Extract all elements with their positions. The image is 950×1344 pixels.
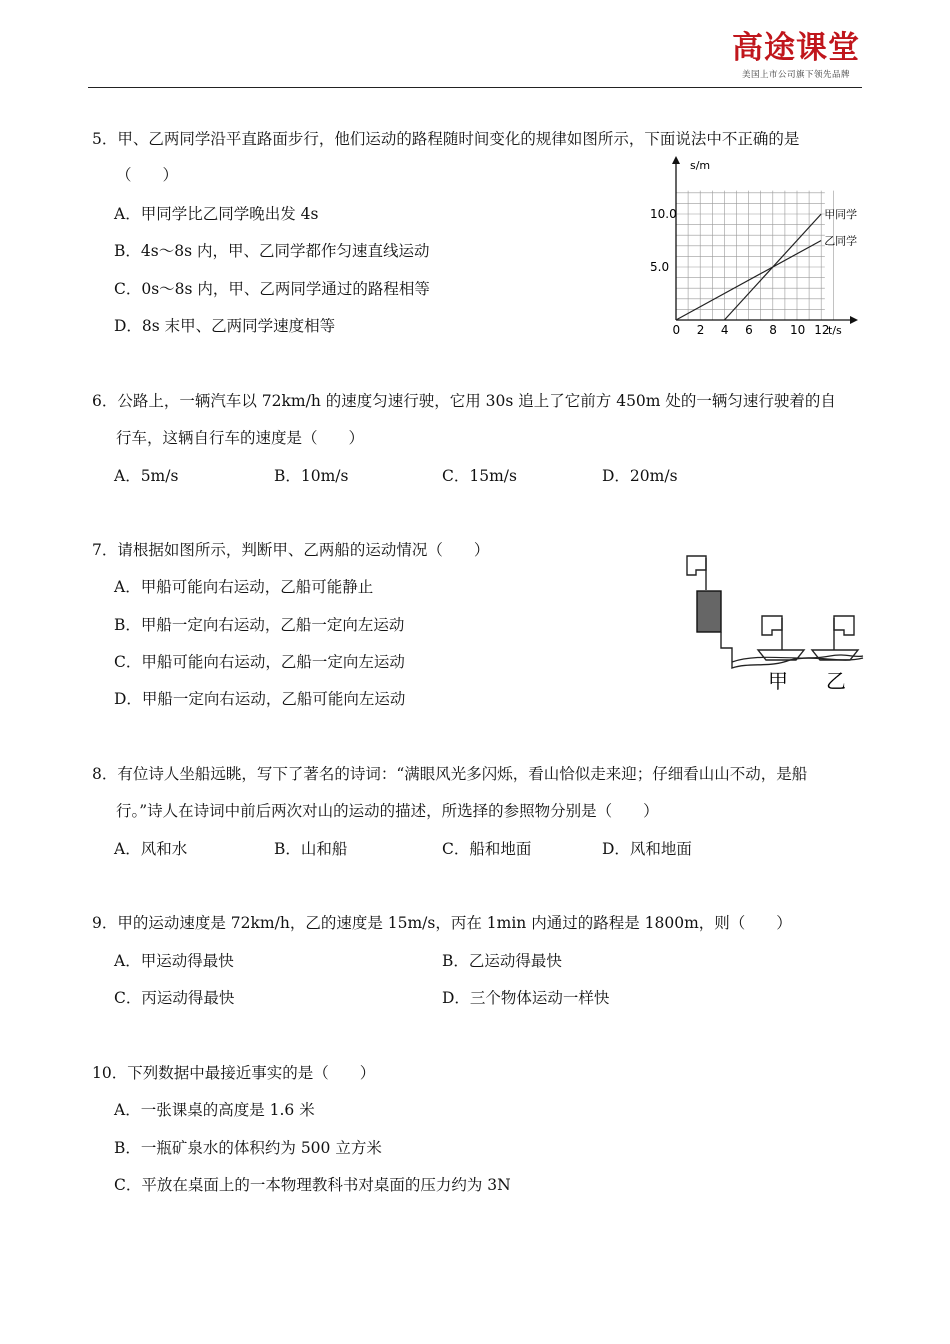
question-stem-line: 6．公路上，一辆汽车以 72km/h 的速度匀速行驶，它用 30s 追上了它前方 450m 处的一辆匀速行驶着的自 (92, 392, 836, 410)
question-stem-line: 行。”诗人在诗词中前后两次对山的运动的描述，所选择的参照物分别是（ ） (116, 802, 659, 820)
y-tick-label: 10.0 (650, 207, 677, 221)
boat-figure (680, 550, 865, 692)
brand-logo (732, 30, 860, 80)
option-a: A．甲同学比乙同学晚出发 4s (114, 205, 319, 223)
question-stem-line: 9．甲的运动速度是 72km/h，乙的速度是 15m/s，丙在 1min 内通过的路程是 1800m，则（ ） (92, 914, 792, 932)
option-c: C．0s～8s 内，甲、乙两同学通过的路程相等 (114, 280, 430, 298)
x-tick-label: 6 (745, 323, 753, 337)
header-divider (88, 87, 862, 88)
option-b: B．10m/s (274, 467, 349, 485)
option-d: D．风和地面 (602, 840, 692, 858)
y-tick-label: 5.0 (650, 260, 670, 274)
option-b: B．一瓶矿泉水的体积约为 500 立方米 (114, 1139, 382, 1157)
boat-yi-label: 乙 (826, 669, 846, 692)
option-a: A．5m/s (114, 467, 179, 485)
boat-yi-icon (812, 616, 858, 660)
option-d: D．甲船一定向右运动，乙船可能向左运动 (114, 690, 406, 708)
brand-name: 高途课堂 (732, 30, 860, 66)
x-tick-label: 0 (672, 323, 681, 337)
question-stem-line: 7．请根据如图所示，判断甲、乙两船的运动情况（ ） (92, 541, 490, 559)
option-c: C．平放在桌面上的一本物理教科书对桌面的压力约为 3N (114, 1176, 511, 1194)
option-b: B．乙运动得最快 (442, 952, 562, 970)
boat-jia-icon (758, 616, 804, 660)
option-c: C．甲船可能向右运动，乙船一定向左运动 (114, 653, 405, 671)
series-label: 乙同学 (824, 234, 858, 248)
option-b: B．甲船一定向右运动，乙船一定向左运动 (114, 616, 405, 634)
shore-flag-icon (687, 556, 706, 590)
option-a: A．一张课桌的高度是 1.6 米 (114, 1101, 315, 1119)
s-t-chart (640, 150, 870, 342)
chart-grid (676, 191, 833, 320)
x-axis-label: t/s (828, 324, 842, 337)
question-stem-line: 5．甲、乙两同学沿平直路面步行，他们运动的路程随时间变化的规律如图所示，下面说法中不正确的是 (92, 130, 800, 148)
x-tick-label: 8 (769, 323, 777, 337)
x-axis-arrow (850, 316, 858, 324)
x-tick-label: 12 (814, 323, 830, 337)
x-tick-label: 10 (790, 323, 806, 337)
option-c: C．15m/s (442, 467, 517, 485)
option-a: A．甲船可能向右运动，乙船可能静止 (114, 578, 374, 596)
x-tick-label: 4 (720, 323, 729, 337)
option-a: A．甲运动得最快 (114, 952, 234, 970)
question-stem-line: 8．有位诗人坐船远眺，写下了著名的诗词：“满眼风光多闪烁，看山恰似走来迎；仔细看山山不动，是船 (92, 765, 808, 783)
y-axis-arrow (672, 156, 680, 164)
option-d: D．20m/s (602, 467, 678, 485)
chimney-icon (697, 591, 721, 632)
series-label: 甲同学 (824, 208, 858, 221)
boat-jia-label: 甲 (768, 669, 788, 692)
option-d: D．8s 末甲、乙两同学速度相等 (114, 317, 336, 335)
option-c: C．船和地面 (442, 840, 532, 858)
question-stem-line: 行车，这辆自行车的速度是（ ） (116, 429, 365, 447)
y-axis-label: s/m (690, 159, 711, 172)
question-stem-line: 10．下列数据中最接近事实的是（ ） (92, 1064, 376, 1082)
question-stem-line: （ ） (116, 166, 179, 184)
option-d: D．三个物体运动一样快 (442, 989, 610, 1007)
option-b: B．山和船 (274, 840, 348, 858)
brand-tagline: 美国上市公司旗下领先品牌 (741, 70, 850, 80)
option-c: C．丙运动得最快 (114, 989, 235, 1007)
option-b: B．4s～8s 内，甲、乙同学都作匀速直线运动 (114, 242, 430, 260)
x-tick-label: 2 (696, 323, 705, 337)
option-a: A．风和水 (114, 840, 188, 858)
